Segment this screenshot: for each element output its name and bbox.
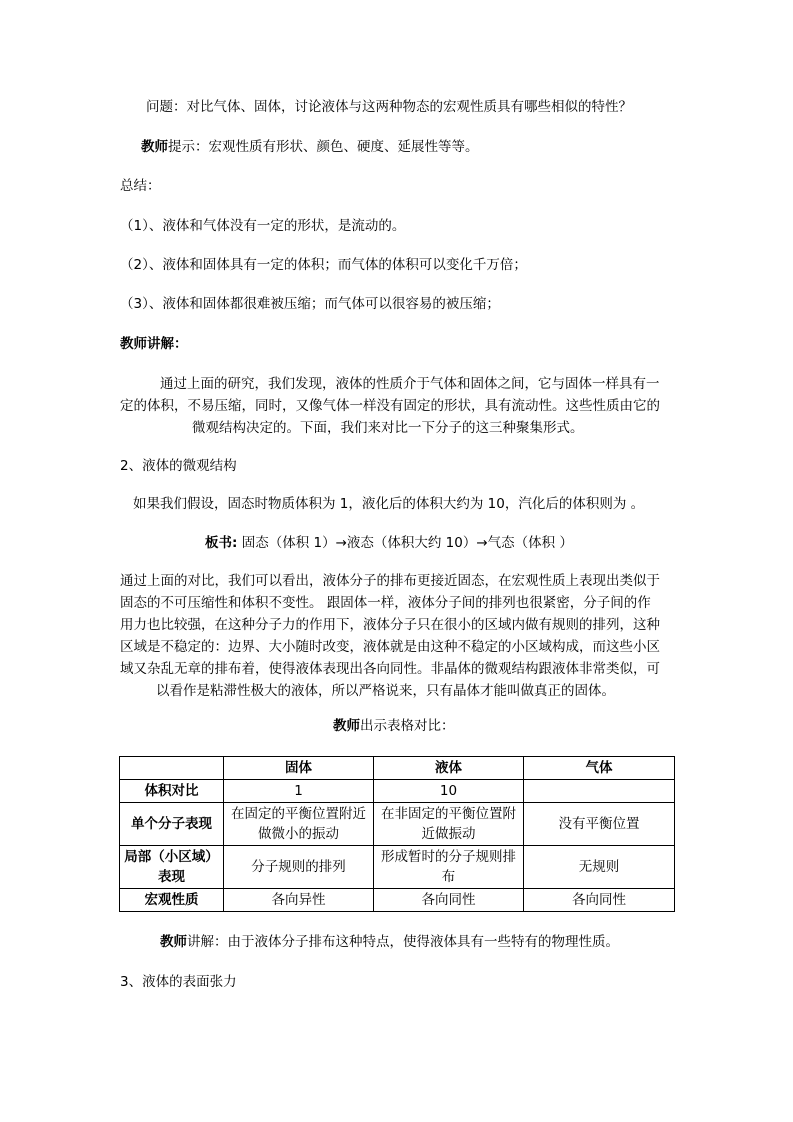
table-intro	[333, 716, 455, 736]
teacher-hint	[141, 137, 479, 157]
assume-text: 如果我们假设，固态时物质体积为 1，液化后的体积大约为 10，汽化后的体积则为 。	[133, 496, 645, 512]
board-text: 固态（体积 1）→液态（体积大约 10）→气态（体积 ）	[241, 535, 573, 551]
table-header-cell	[120, 757, 224, 780]
compare-paragraph	[120, 570, 676, 702]
table-cell: 1	[224, 780, 374, 803]
hint-text: 提示：宏观性质有形状、颜色、硬度、延展性等等。	[168, 139, 479, 155]
teacher-label: 教师	[160, 934, 187, 950]
teacher-label: 教师	[333, 718, 360, 734]
row-label: 宏观性质	[120, 889, 224, 912]
table-cell: 分子规则的排列	[224, 846, 374, 889]
section-2-title: 2、液体的微观结构	[120, 458, 237, 474]
teacher-label: 教师	[141, 139, 168, 155]
compare-line: 区域是不稳定的：边界、大小随时改变，液体就是由这种不稳定的小区域构成，而这些小区	[120, 639, 660, 655]
table-row	[120, 803, 675, 846]
table-cell: 在非固定的平衡位置附近做振动	[374, 803, 524, 846]
table-cell: 10	[374, 780, 524, 803]
question-text: 问题：对比气体、固体，讨论液体与这两种物态的宏观性质具有哪些相似的特性？	[146, 99, 632, 115]
section-3-title: 3、液体的表面张力	[120, 974, 237, 990]
explain-line: 通过上面的研究，我们发现，液体的性质介于气体和固体之间，它与固体一样具有一	[160, 376, 660, 392]
explain-line: 定的体积，不易压缩，同时，又像气体一样没有固定的形状，具有流动性。这些性质由它的	[120, 398, 660, 414]
row-label: 单个分子表现	[120, 803, 224, 846]
explain-paragraph	[120, 373, 676, 439]
table-header-row	[120, 757, 675, 780]
table-cell: 无规则	[524, 846, 675, 889]
row-label: 体积对比	[120, 780, 224, 803]
table-header-cell: 固体	[224, 757, 374, 780]
compare-line: 以看作是粘滞性极大的液体，所以严格说来，只有晶体才能叫做真正的固体。	[156, 683, 615, 699]
table-cell	[524, 780, 675, 803]
table-row	[120, 889, 675, 912]
table-intro-text: 出示表格对比：	[360, 718, 455, 734]
table-row	[120, 846, 675, 889]
row-label: 局部（小区域）表现	[120, 846, 224, 889]
summary-item: （3）、液体和固体都很难被压缩；而气体可以很容易的被压缩；	[120, 296, 500, 312]
after-table-explain	[160, 932, 619, 952]
board-writing	[205, 533, 573, 553]
compare-line: 用力也比较强，在这种分子力的作用下，液体分子只在很小的区域内做有规则的排列，这种	[120, 617, 660, 633]
table-row	[120, 780, 675, 803]
table-cell: 各向同性	[524, 889, 675, 912]
comparison-table	[119, 756, 675, 912]
compare-line: 通过上面的对比，我们可以看出，液体分子的排布更接近固态，在宏观性质上表现出类似于	[120, 573, 660, 589]
after-table-text: 讲解：由于液体分子排布这种特点，使得液体具有一些特有的物理性质。	[187, 934, 619, 950]
table-header-cell: 液体	[374, 757, 524, 780]
table-header-cell: 气体	[524, 757, 675, 780]
explain-heading: 教师讲解：	[120, 336, 188, 352]
table-cell: 各向同性	[374, 889, 524, 912]
compare-line: 固态的不可压缩性和体积不变性。 跟固体一样，液体分子间的排列也很紧密，分子间的作	[120, 595, 651, 611]
table-cell: 各向异性	[224, 889, 374, 912]
summary-item: （1）、液体和气体没有一定的形状，是流动的。	[120, 218, 406, 234]
table-cell: 没有平衡位置	[524, 803, 675, 846]
compare-line: 域又杂乱无章的排布着，使得液体表现出各向同性。非晶体的微观结构跟液体非常类似，可	[120, 661, 660, 677]
summary-item: （2）、液体和固体具有一定的体积；而气体的体积可以变化千万倍；	[120, 257, 527, 273]
board-label: 板书:	[205, 535, 238, 551]
summary-title: 总结：	[120, 178, 161, 194]
table-cell: 形成暂时的分子规则排布	[374, 846, 524, 889]
table-cell: 在固定的平衡位置附近做微小的振动	[224, 803, 374, 846]
explain-line: 微观结构决定的。下面，我们来对比一下分子的这三种聚集形式。	[192, 420, 584, 436]
